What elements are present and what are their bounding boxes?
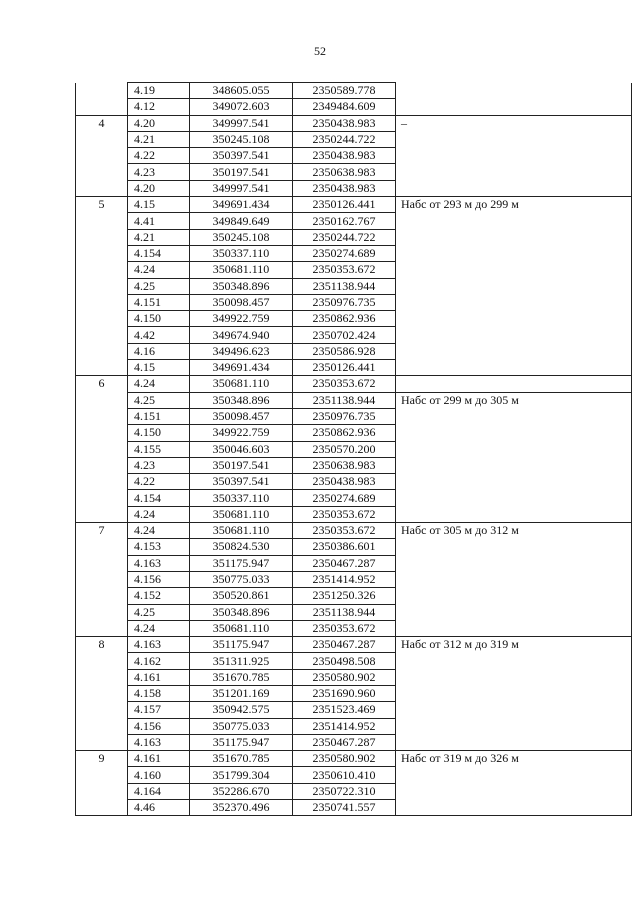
point-id-cell: 4.158	[128, 685, 190, 701]
group-number-cell	[76, 490, 128, 506]
note-cell	[396, 506, 632, 522]
point-id-cell: 4.25	[128, 392, 190, 408]
group-number-cell: 7	[76, 523, 128, 539]
note-cell	[396, 245, 632, 261]
point-id-cell: 4.41	[128, 213, 190, 229]
group-number-cell	[76, 604, 128, 620]
note-cell	[396, 360, 632, 376]
x-coordinate-cell: 351311.925	[190, 653, 293, 669]
x-coordinate-cell: 349072.603	[190, 99, 293, 115]
y-coordinate-cell: 2350386.601	[293, 539, 396, 555]
point-id-cell: 4.151	[128, 408, 190, 424]
note-cell	[396, 539, 632, 555]
point-id-cell: 4.161	[128, 669, 190, 685]
y-coordinate-cell: 2350638.983	[293, 164, 396, 180]
table-row	[76, 99, 632, 115]
note-cell	[396, 555, 632, 571]
group-number-cell	[76, 669, 128, 685]
table-row	[76, 245, 632, 261]
group-number-cell	[76, 653, 128, 669]
y-coordinate-cell: 2350467.287	[293, 555, 396, 571]
table-row	[76, 669, 632, 685]
table-row	[76, 148, 632, 164]
y-coordinate-cell: 2350353.672	[293, 506, 396, 522]
table-row	[76, 685, 632, 701]
point-id-cell: 4.24	[128, 506, 190, 522]
y-coordinate-cell: 2350722.310	[293, 783, 396, 799]
group-number-cell	[76, 294, 128, 310]
point-id-cell: 4.22	[128, 148, 190, 164]
y-coordinate-cell: 2350638.983	[293, 457, 396, 473]
group-number-cell: 9	[76, 751, 128, 767]
group-number-cell	[76, 620, 128, 636]
x-coordinate-cell: 350397.541	[190, 474, 293, 490]
x-coordinate-cell: 352286.670	[190, 783, 293, 799]
x-coordinate-cell: 351175.947	[190, 637, 293, 653]
table-row	[76, 392, 632, 408]
group-number-cell	[76, 474, 128, 490]
point-id-cell: 4.152	[128, 588, 190, 604]
x-coordinate-cell: 350681.110	[190, 376, 293, 392]
y-coordinate-cell: 2350353.672	[293, 262, 396, 278]
note-cell	[396, 767, 632, 783]
note-cell: Набс от 305 м до 312 м	[396, 523, 632, 539]
coordinates-table	[75, 82, 632, 816]
note-cell	[396, 457, 632, 473]
group-number-cell	[76, 425, 128, 441]
note-cell	[396, 653, 632, 669]
x-coordinate-cell: 351670.785	[190, 751, 293, 767]
y-coordinate-cell: 2350353.672	[293, 376, 396, 392]
point-id-cell: 4.155	[128, 441, 190, 457]
group-number-cell	[76, 229, 128, 245]
group-number-cell	[76, 685, 128, 701]
table-row	[76, 506, 632, 522]
point-id-cell: 4.23	[128, 457, 190, 473]
note-cell: Набс от 299 м до 305 м	[396, 392, 632, 408]
note-cell	[396, 620, 632, 636]
group-number-cell	[76, 571, 128, 587]
point-id-cell: 4.46	[128, 800, 190, 816]
note-cell	[396, 83, 632, 99]
point-id-cell: 4.15	[128, 197, 190, 213]
x-coordinate-cell: 350520.861	[190, 588, 293, 604]
y-coordinate-cell: 2351523.469	[293, 702, 396, 718]
y-coordinate-cell: 2350274.689	[293, 490, 396, 506]
group-number-cell	[76, 800, 128, 816]
table-row	[76, 327, 632, 343]
x-coordinate-cell: 350197.541	[190, 457, 293, 473]
group-number-cell	[76, 588, 128, 604]
x-coordinate-cell: 348605.055	[190, 83, 293, 99]
note-cell	[396, 229, 632, 245]
point-id-cell: 4.24	[128, 523, 190, 539]
group-number-cell: 5	[76, 197, 128, 213]
x-coordinate-cell: 350775.033	[190, 571, 293, 587]
group-number-cell	[76, 360, 128, 376]
x-coordinate-cell: 349691.434	[190, 360, 293, 376]
x-coordinate-cell: 351799.304	[190, 767, 293, 783]
x-coordinate-cell: 349691.434	[190, 197, 293, 213]
y-coordinate-cell: 2350976.735	[293, 294, 396, 310]
table-row	[76, 588, 632, 604]
y-coordinate-cell: 2350467.287	[293, 637, 396, 653]
group-number-cell	[76, 213, 128, 229]
table-row	[76, 262, 632, 278]
group-number-cell	[76, 767, 128, 783]
point-id-cell: 4.160	[128, 767, 190, 783]
x-coordinate-cell: 350337.110	[190, 490, 293, 506]
x-coordinate-cell: 349674.940	[190, 327, 293, 343]
point-id-cell: 4.21	[128, 131, 190, 147]
y-coordinate-cell: 2350741.557	[293, 800, 396, 816]
x-coordinate-cell: 350775.033	[190, 718, 293, 734]
y-coordinate-cell: 2350438.983	[293, 180, 396, 196]
coordinates-table-body	[76, 83, 632, 816]
x-coordinate-cell: 350046.603	[190, 441, 293, 457]
group-number-cell	[76, 734, 128, 750]
note-cell	[396, 164, 632, 180]
table-row	[76, 620, 632, 636]
point-id-cell: 4.22	[128, 474, 190, 490]
x-coordinate-cell: 350245.108	[190, 229, 293, 245]
group-number-cell	[76, 99, 128, 115]
note-cell	[396, 734, 632, 750]
table-row	[76, 229, 632, 245]
point-id-cell: 4.24	[128, 620, 190, 636]
y-coordinate-cell: 2351138.944	[293, 392, 396, 408]
page-number: 52	[314, 44, 326, 58]
group-number-cell	[76, 555, 128, 571]
y-coordinate-cell: 2351138.944	[293, 278, 396, 294]
group-number-cell	[76, 539, 128, 555]
note-cell	[396, 99, 632, 115]
y-coordinate-cell: 2351138.944	[293, 604, 396, 620]
point-id-cell: 4.23	[128, 164, 190, 180]
x-coordinate-cell: 350197.541	[190, 164, 293, 180]
point-id-cell: 4.15	[128, 360, 190, 376]
y-coordinate-cell: 2350126.441	[293, 197, 396, 213]
note-cell	[396, 294, 632, 310]
y-coordinate-cell: 2350862.936	[293, 425, 396, 441]
table-row	[76, 360, 632, 376]
table-row	[76, 523, 632, 539]
group-number-cell: 4	[76, 115, 128, 131]
x-coordinate-cell: 351201.169	[190, 685, 293, 701]
group-number-cell	[76, 245, 128, 261]
y-coordinate-cell: 2350589.778	[293, 83, 396, 99]
note-cell	[396, 213, 632, 229]
point-id-cell: 4.153	[128, 539, 190, 555]
x-coordinate-cell: 349496.623	[190, 343, 293, 359]
x-coordinate-cell: 351175.947	[190, 734, 293, 750]
y-coordinate-cell: 2349484.609	[293, 99, 396, 115]
table-row	[76, 490, 632, 506]
table-row	[76, 718, 632, 734]
note-cell	[396, 571, 632, 587]
note-cell: –	[396, 115, 632, 131]
point-id-cell: 4.150	[128, 311, 190, 327]
group-number-cell	[76, 311, 128, 327]
y-coordinate-cell: 2350244.722	[293, 229, 396, 245]
point-id-cell: 4.154	[128, 245, 190, 261]
point-id-cell: 4.156	[128, 718, 190, 734]
note-cell	[396, 376, 632, 392]
table-row	[76, 164, 632, 180]
point-id-cell: 4.20	[128, 180, 190, 196]
group-number-cell	[76, 392, 128, 408]
x-coordinate-cell: 349849.649	[190, 213, 293, 229]
y-coordinate-cell: 2350126.441	[293, 360, 396, 376]
note-cell	[396, 474, 632, 490]
note-cell	[396, 702, 632, 718]
group-number-cell	[76, 83, 128, 99]
y-coordinate-cell: 2351250.326	[293, 588, 396, 604]
x-coordinate-cell: 349997.541	[190, 180, 293, 196]
y-coordinate-cell: 2351690.960	[293, 685, 396, 701]
note-cell	[396, 800, 632, 816]
point-id-cell: 4.156	[128, 571, 190, 587]
y-coordinate-cell: 2350467.287	[293, 734, 396, 750]
point-id-cell: 4.163	[128, 555, 190, 571]
table-row	[76, 180, 632, 196]
note-cell	[396, 148, 632, 164]
y-coordinate-cell: 2350353.672	[293, 620, 396, 636]
group-number-cell	[76, 327, 128, 343]
table-row	[76, 555, 632, 571]
table-row	[76, 294, 632, 310]
group-number-cell	[76, 343, 128, 359]
y-coordinate-cell: 2350610.410	[293, 767, 396, 783]
y-coordinate-cell: 2350438.983	[293, 115, 396, 131]
note-cell	[396, 783, 632, 799]
table-row	[76, 767, 632, 783]
group-number-cell: 6	[76, 376, 128, 392]
x-coordinate-cell: 350348.896	[190, 278, 293, 294]
group-number-cell	[76, 262, 128, 278]
group-number-cell	[76, 441, 128, 457]
point-id-cell: 4.157	[128, 702, 190, 718]
y-coordinate-cell: 2350274.689	[293, 245, 396, 261]
y-coordinate-cell: 2350498.508	[293, 653, 396, 669]
point-id-cell: 4.19	[128, 83, 190, 99]
point-id-cell: 4.21	[128, 229, 190, 245]
group-number-cell	[76, 783, 128, 799]
table-row	[76, 783, 632, 799]
x-coordinate-cell: 350098.457	[190, 294, 293, 310]
note-cell	[396, 425, 632, 441]
point-id-cell: 4.24	[128, 376, 190, 392]
y-coordinate-cell: 2350244.722	[293, 131, 396, 147]
note-cell: Набс от 319 м до 326 м	[396, 751, 632, 767]
group-number-cell	[76, 702, 128, 718]
y-coordinate-cell: 2350976.735	[293, 408, 396, 424]
y-coordinate-cell: 2350570.200	[293, 441, 396, 457]
note-cell	[396, 408, 632, 424]
note-cell	[396, 490, 632, 506]
point-id-cell: 4.161	[128, 751, 190, 767]
note-cell	[396, 604, 632, 620]
point-id-cell: 4.163	[128, 734, 190, 750]
y-coordinate-cell: 2351414.952	[293, 718, 396, 734]
note-cell	[396, 131, 632, 147]
x-coordinate-cell: 349997.541	[190, 115, 293, 131]
table-row	[76, 278, 632, 294]
table-row	[76, 441, 632, 457]
note-cell	[396, 685, 632, 701]
x-coordinate-cell: 350098.457	[190, 408, 293, 424]
group-number-cell	[76, 180, 128, 196]
point-id-cell: 4.150	[128, 425, 190, 441]
group-number-cell	[76, 457, 128, 473]
point-id-cell: 4.24	[128, 262, 190, 278]
table-row	[76, 474, 632, 490]
table-row	[76, 115, 632, 131]
table-row	[76, 83, 632, 99]
x-coordinate-cell: 350348.896	[190, 392, 293, 408]
y-coordinate-cell: 2351414.952	[293, 571, 396, 587]
point-id-cell: 4.154	[128, 490, 190, 506]
note-cell	[396, 441, 632, 457]
x-coordinate-cell: 350397.541	[190, 148, 293, 164]
y-coordinate-cell: 2350702.424	[293, 327, 396, 343]
note-cell	[396, 278, 632, 294]
point-id-cell: 4.164	[128, 783, 190, 799]
group-number-cell	[76, 278, 128, 294]
x-coordinate-cell: 350681.110	[190, 620, 293, 636]
y-coordinate-cell: 2350438.983	[293, 148, 396, 164]
x-coordinate-cell: 350824.530	[190, 539, 293, 555]
table-row	[76, 539, 632, 555]
y-coordinate-cell: 2350586.928	[293, 343, 396, 359]
y-coordinate-cell: 2350580.902	[293, 669, 396, 685]
group-number-cell	[76, 506, 128, 522]
x-coordinate-cell: 350681.110	[190, 506, 293, 522]
note-cell	[396, 343, 632, 359]
x-coordinate-cell: 350245.108	[190, 131, 293, 147]
x-coordinate-cell: 349922.759	[190, 425, 293, 441]
x-coordinate-cell: 350942.575	[190, 702, 293, 718]
group-number-cell	[76, 718, 128, 734]
point-id-cell: 4.12	[128, 99, 190, 115]
table-row	[76, 197, 632, 213]
y-coordinate-cell: 2350438.983	[293, 474, 396, 490]
point-id-cell: 4.16	[128, 343, 190, 359]
x-coordinate-cell: 350681.110	[190, 523, 293, 539]
y-coordinate-cell: 2350580.902	[293, 751, 396, 767]
table-row	[76, 751, 632, 767]
group-number-cell	[76, 408, 128, 424]
point-id-cell: 4.20	[128, 115, 190, 131]
point-id-cell: 4.42	[128, 327, 190, 343]
note-cell	[396, 669, 632, 685]
group-number-cell	[76, 148, 128, 164]
x-coordinate-cell: 350348.896	[190, 604, 293, 620]
note-cell: Набс от 312 м до 319 м	[396, 637, 632, 653]
x-coordinate-cell: 351175.947	[190, 555, 293, 571]
note-cell	[396, 311, 632, 327]
x-coordinate-cell: 349922.759	[190, 311, 293, 327]
y-coordinate-cell: 2350162.767	[293, 213, 396, 229]
table-row	[76, 311, 632, 327]
table-row	[76, 408, 632, 424]
group-number-cell: 8	[76, 637, 128, 653]
note-cell: Набс от 293 м до 299 м	[396, 197, 632, 213]
note-cell	[396, 327, 632, 343]
table-row	[76, 702, 632, 718]
note-cell	[396, 180, 632, 196]
x-coordinate-cell: 350681.110	[190, 262, 293, 278]
table-row	[76, 653, 632, 669]
x-coordinate-cell: 351670.785	[190, 669, 293, 685]
table-row	[76, 425, 632, 441]
table-row	[76, 604, 632, 620]
table-row	[76, 800, 632, 816]
table-row	[76, 343, 632, 359]
point-id-cell: 4.25	[128, 604, 190, 620]
y-coordinate-cell: 2350862.936	[293, 311, 396, 327]
table-row	[76, 637, 632, 653]
table-row	[76, 571, 632, 587]
note-cell	[396, 262, 632, 278]
table-row	[76, 734, 632, 750]
group-number-cell	[76, 164, 128, 180]
table-row	[76, 457, 632, 473]
x-coordinate-cell: 352370.496	[190, 800, 293, 816]
table-row	[76, 131, 632, 147]
point-id-cell: 4.25	[128, 278, 190, 294]
point-id-cell: 4.151	[128, 294, 190, 310]
note-cell	[396, 718, 632, 734]
table-row	[76, 376, 632, 392]
point-id-cell: 4.163	[128, 637, 190, 653]
x-coordinate-cell: 350337.110	[190, 245, 293, 261]
note-cell	[396, 588, 632, 604]
point-id-cell: 4.162	[128, 653, 190, 669]
table-row	[76, 213, 632, 229]
group-number-cell	[76, 131, 128, 147]
y-coordinate-cell: 2350353.672	[293, 523, 396, 539]
